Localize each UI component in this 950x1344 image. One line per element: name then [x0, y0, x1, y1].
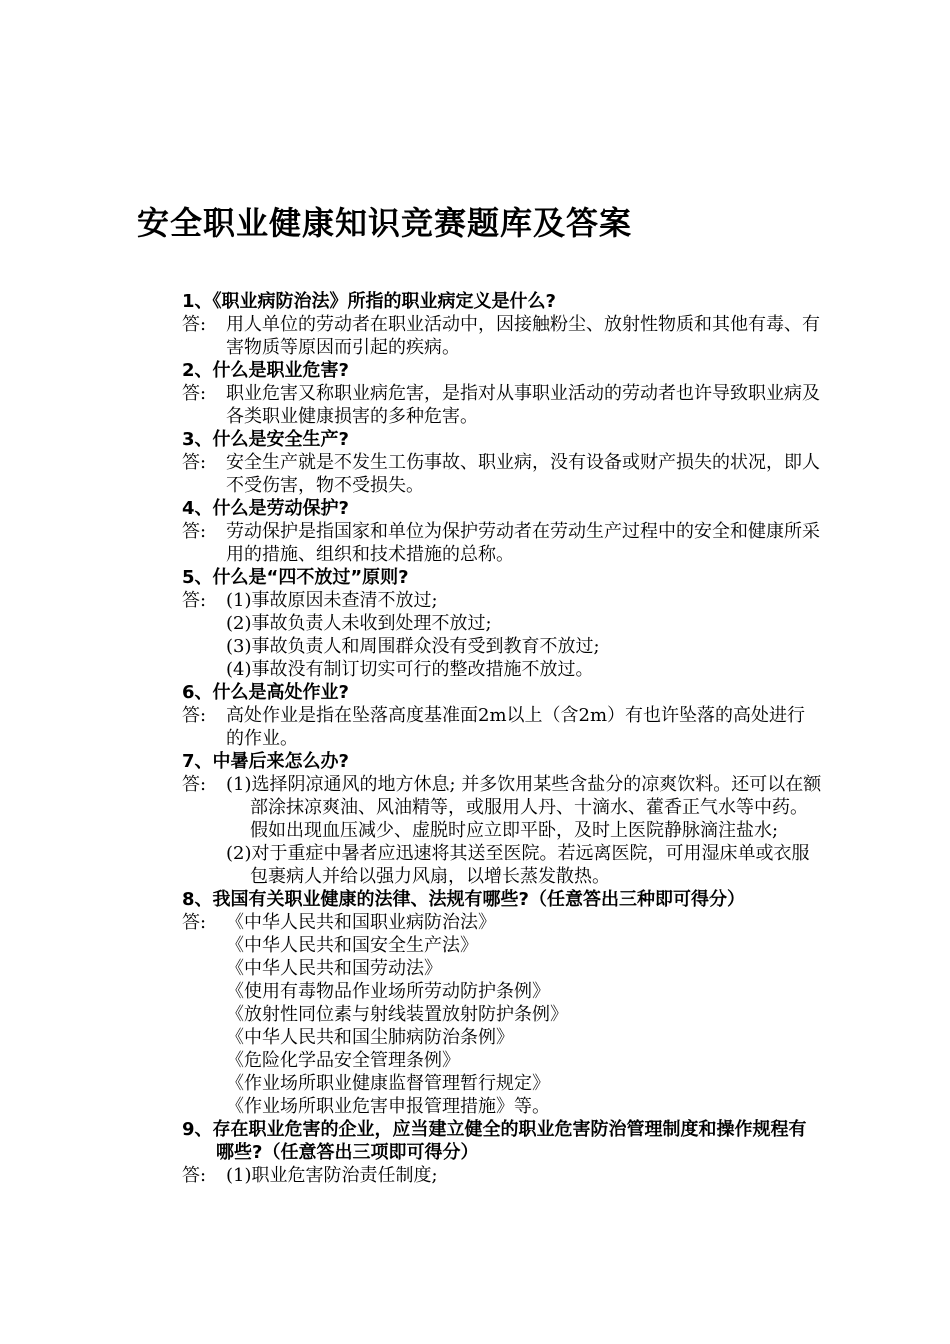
qa-item [182, 566, 822, 681]
answer-label: 答: [182, 452, 207, 473]
question: 9、存在职业危害的企业，应当建立健全的职业危害防治管理制度和操作规程有哪些?（任意答出三项即可得分） [182, 1119, 807, 1163]
answer [182, 704, 822, 750]
qa-item [182, 428, 822, 497]
qa-item [182, 1118, 822, 1187]
answer-label: 答: [182, 590, 207, 611]
answer [182, 451, 822, 497]
document-title: 安全职业健康知识竞赛题库及答案 [137, 204, 633, 242]
answer-item: (4)事故没有制订切实可行的整改措施不放过。 [226, 659, 594, 680]
law-item: 《作业场所职业健康监督管理暂行规定》 [226, 1073, 550, 1094]
answer-item: (2)事故负责人未收到处理不放过; [226, 613, 492, 634]
answer-label: 答: [182, 912, 207, 933]
question: 4、什么是劳动保护? [182, 498, 349, 519]
answer [182, 773, 822, 888]
qa-item [182, 290, 822, 359]
answer [182, 1164, 822, 1187]
answer [182, 911, 822, 1118]
law-item: 《使用有毒物品作业场所劳动防护条例》 [226, 981, 550, 1002]
question: 1、《职业病防治法》所指的职业病定义是什么? [182, 291, 556, 312]
answer-label: 答: [182, 705, 207, 726]
question: 6、什么是高处作业? [182, 682, 349, 703]
answer-item: (1)职业危害防治责任制度; [226, 1165, 438, 1186]
answer [182, 313, 822, 359]
answer [182, 382, 822, 428]
qa-list [182, 290, 822, 1187]
law-item: 《作业场所职业危害申报管理措施》等。 [226, 1096, 550, 1117]
law-item: 《中华人民共和国安全生产法》 [226, 935, 478, 956]
law-item: 《中华人民共和国尘肺病防治条例》 [226, 1027, 514, 1048]
law-item: 《放射性同位素与射线装置放射防护条例》 [226, 1004, 568, 1025]
question: 2、什么是职业危害? [182, 360, 349, 381]
answer [182, 589, 822, 681]
qa-item [182, 359, 822, 428]
answer-label: 答: [182, 383, 207, 404]
qa-item [182, 681, 822, 750]
question: 3、什么是安全生产? [182, 429, 349, 450]
answer-text: 高处作业是指在坠落高度基准面2m以上（含2m）有也许坠落的高处进行的作业。 [226, 705, 806, 749]
question: 5、什么是“四不放过”原则? [182, 567, 409, 588]
answer-label: 答: [182, 521, 207, 542]
law-item: 《中华人民共和国职业病防治法》 [226, 912, 496, 933]
answer-label: 答: [182, 774, 207, 795]
law-item: 《中华人民共和国劳动法》 [226, 958, 442, 979]
question: 7、中暑后来怎么办? [182, 751, 349, 772]
answer-label: 答: [182, 1165, 207, 1186]
law-item: 《危险化学品安全管理条例》 [226, 1050, 460, 1071]
answer-item: (1)选择阴凉通风的地方休息; 并多饮用某些含盐分的凉爽饮料。还可以在额部涂抹凉爽油、风油精等，或服用人丹、十滴水、藿香正气水等中药。假如出现血压减少、虚脱时应立即平卧，及时上医院静脉滴注盐水; [226, 774, 822, 841]
answer-label: 答: [182, 314, 207, 335]
qa-item [182, 750, 822, 888]
answer-item: (1)事故原因未查清不放过; [226, 590, 438, 611]
answer-text: 职业危害又称职业病危害，是指对从事职业活动的劳动者也许导致职业病及各类职业健康损害的多种危害。 [226, 383, 820, 427]
qa-item [182, 497, 822, 566]
answer-text: 劳动保护是指国家和单位为保护劳动者在劳动生产过程中的安全和健康所采用的措施、组织和技术措施的总称。 [226, 521, 820, 565]
answer-item: (2)对于重症中暑者应迅速将其送至医院。若远离医院，可用湿床单或衣服包裹病人并给以强力风扇，以增长蒸发散热。 [226, 843, 810, 887]
qa-item [182, 888, 822, 1118]
answer [182, 520, 822, 566]
question: 8、我国有关职业健康的法律、法规有哪些?（任意答出三种即可得分） [182, 889, 745, 910]
answer-item: (3)事故负责人和周围群众没有受到教育不放过; [226, 636, 600, 657]
answer-text: 安全生产就是不发生工伤事故、职业病，没有设备或财产损失的状况，即人不受伤害，物不受损失。 [226, 452, 820, 496]
answer-text: 用人单位的劳动者在职业活动中，因接触粉尘、放射性物质和其他有毒、有害物质等原因而引起的疾病。 [226, 314, 820, 358]
